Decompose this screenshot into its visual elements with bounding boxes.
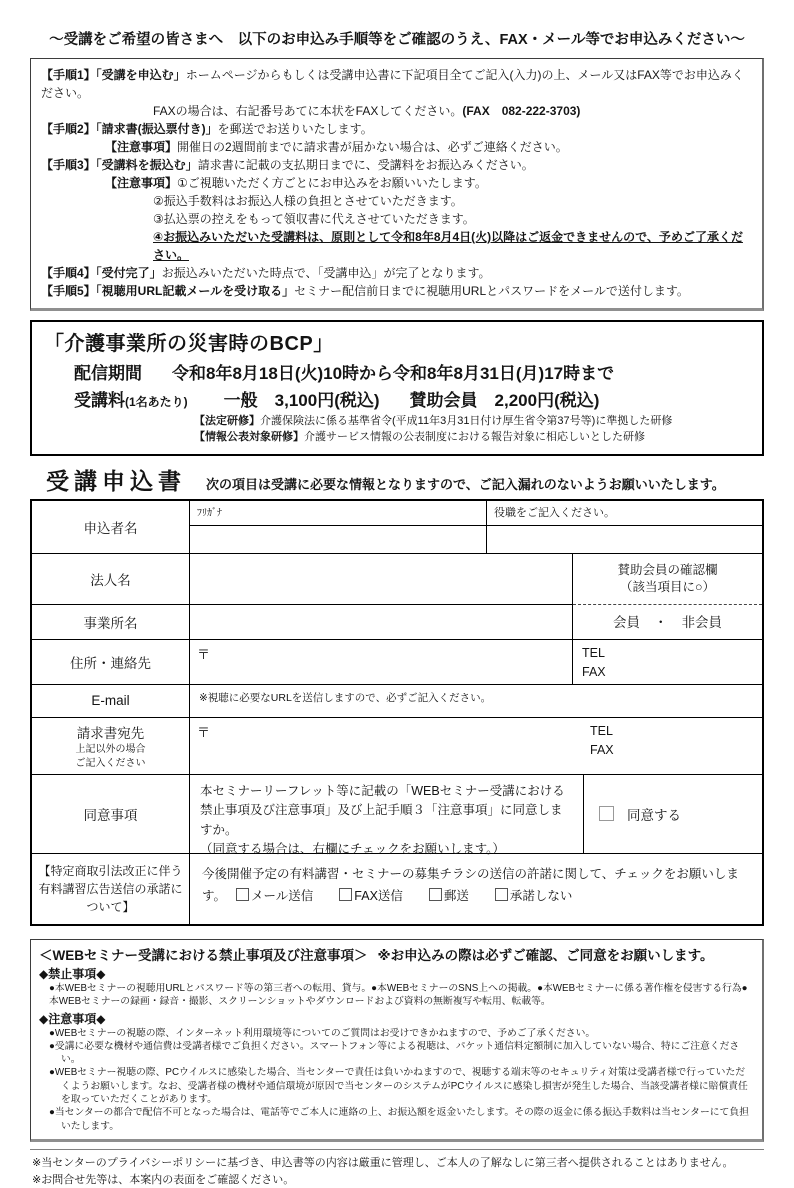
ad-consent-cell bbox=[190, 854, 762, 924]
office-label: 事業所名 bbox=[32, 605, 190, 639]
step-2-line bbox=[41, 120, 754, 138]
fax-number: (FAX 082-222-3703) bbox=[462, 104, 580, 118]
fee-label: 受講料 bbox=[74, 391, 125, 410]
step-1-label: 【手順1】「受講を申込む」 bbox=[41, 68, 186, 82]
ad-option-decline: 承諾しない bbox=[495, 889, 573, 903]
fee-supporting-member: 賛助会員 2,200円(税込) bbox=[410, 391, 600, 410]
address-row bbox=[32, 639, 762, 684]
caution-item-2: ●受講に必要な機材や通信費は受講者様でご負担ください。スマートフォン等による視聴は、パケット通信料定額制に加入していない場合、特にご注意ください。 bbox=[39, 1040, 754, 1067]
step-5-line bbox=[41, 282, 754, 300]
form-header bbox=[30, 463, 764, 496]
fee-general: 一般 3,100円(税込) bbox=[224, 391, 380, 410]
address-telfax-cell[interactable] bbox=[572, 640, 762, 684]
seminar-notes bbox=[44, 414, 752, 446]
prohibited-title: ◆禁止事項◆ bbox=[39, 965, 754, 982]
mail-checkbox[interactable] bbox=[236, 888, 249, 901]
member-check-cell bbox=[572, 554, 762, 639]
member-option[interactable]: 会員 bbox=[613, 611, 640, 631]
billing-address-input[interactable] bbox=[190, 718, 762, 774]
caution-label: 【注意事項】 bbox=[105, 176, 177, 190]
info-disclosure-label: 【情報公表対象研修】 bbox=[194, 431, 304, 443]
step-2-label: 【手順2】「請求書(振込票付き)」 bbox=[41, 122, 218, 136]
ad-consent-row bbox=[32, 853, 762, 924]
email-row bbox=[32, 684, 762, 717]
schedule-value: 令和8年8月18日(火)10時から令和8年8月31日(月)17時まで bbox=[172, 364, 614, 383]
refund-deadline-warning: ④お振込みいただいた受講料は、原則として令和8年8月4日(火)以降はご返金できませんので、予めご了承ください。 bbox=[153, 230, 743, 262]
step-4-label: 【手順4】「受付完了」 bbox=[41, 266, 162, 280]
notice-heading-note: ※お申込みの際は必ずご確認、ご同意をお願いします。 bbox=[378, 948, 714, 963]
step-3-label: 【手順3】「受講料を振込む」 bbox=[41, 158, 198, 172]
member-check-title: 賛助会員の確認欄 bbox=[617, 562, 717, 579]
job-title-cell bbox=[486, 501, 762, 553]
agreement-checkbox-cell bbox=[583, 775, 762, 853]
tel-label: TEL bbox=[590, 722, 762, 741]
seminar-title: 「介護事業所の災害時のBCP」 bbox=[44, 327, 752, 356]
billing-label: 請求書宛先 bbox=[77, 722, 145, 742]
agreement-row bbox=[32, 774, 762, 853]
step-1-text: ホームページからもしくは受講申込書に下記項目全てご記入(入力)の上、メール又はFAX等でお申込みください。 bbox=[41, 68, 744, 100]
step-1-line bbox=[41, 66, 754, 102]
step-4-text: お振込みいただいた時点で、「受講申込」が完了となります。 bbox=[162, 266, 491, 280]
footer-notes bbox=[30, 1149, 764, 1188]
billing-sublabel-2: ご記入ください bbox=[76, 757, 146, 770]
corporation-label: 法人名 bbox=[32, 554, 190, 604]
ad-option-post: 郵送 bbox=[429, 889, 469, 903]
fax-instruction: FAXの場合は、右記番号あてに本状をFAXしてください。 bbox=[153, 104, 462, 118]
postal-mark: 〒 bbox=[197, 647, 210, 662]
applicant-name-cell bbox=[190, 501, 486, 553]
page-title: ～受講をご希望の皆さまへ 以下のお申込み手順等をご確認のうえ、FAX・メール等でお申込みください～ bbox=[30, 28, 764, 49]
decline-checkbox[interactable] bbox=[495, 888, 508, 901]
info-disclosure-note: 【情報公表対象研修】介護サービス情報の公表制度における報告対象に相応しいとした研修 bbox=[194, 430, 752, 446]
caution-item-1: ●WEBセミナーの視聴の際、インターネット利用環境等についてのご質問はお受けできかねますので、予めご了承ください。 bbox=[39, 1027, 754, 1040]
step-2-text: を郵送でお送りいたします。 bbox=[218, 122, 373, 136]
agreement-note: （同意する場合は、右欄にチェックをお願いします。） bbox=[200, 840, 573, 859]
caution-item-4: ●当センターの都合で配信不可となった場合は、電話等でご本人に連絡の上、お振込額を返金いたします。その際の返金に係る振込手数料は当センターにて負担いたします。 bbox=[39, 1106, 754, 1133]
step-2-caution-line bbox=[41, 138, 754, 156]
caution-title: ◆注意事項◆ bbox=[39, 1010, 754, 1027]
address-input[interactable] bbox=[190, 640, 572, 684]
fax-checkbox[interactable] bbox=[339, 888, 352, 901]
fee-line bbox=[44, 386, 752, 411]
agreement-question-cell bbox=[190, 775, 583, 853]
applicant-name-row bbox=[32, 501, 762, 553]
billing-sublabel-1: 上記以外の場合 bbox=[76, 743, 146, 756]
member-check-subtitle: （該当項目に○） bbox=[620, 579, 715, 596]
step-3-caution-1 bbox=[41, 174, 754, 192]
legal-training-note: 【法定研修】介護保険法に係る基準省令(平成11年3月31日付け厚生省令第37号等)に準拠した研修 bbox=[194, 414, 752, 430]
email-input[interactable] bbox=[190, 685, 762, 717]
prohibitions-notice-box bbox=[30, 939, 764, 1142]
ad-option-mail: メール送信 bbox=[236, 889, 313, 903]
step-4-line bbox=[41, 264, 754, 282]
step-3-caution-3 bbox=[41, 210, 754, 228]
corporation-name-input[interactable] bbox=[190, 554, 572, 604]
job-title-input[interactable] bbox=[487, 526, 762, 553]
agreement-label: 同意事項 bbox=[32, 775, 190, 853]
ad-option-fax: FAX送信 bbox=[339, 889, 403, 903]
address-label: 住所・連絡先 bbox=[32, 640, 190, 684]
notice-heading-line bbox=[39, 944, 754, 964]
email-label: E-mail bbox=[32, 685, 190, 717]
office-row bbox=[32, 604, 572, 639]
applicant-name-input[interactable] bbox=[190, 526, 486, 553]
caution-item-3: ●WEBセミナー視聴の際、PCウイルスに感染した場合、当センターで責任は負いかねますので、視聴する端末等のセキュリティ対策は受講者様で行っていただくようお願いします。なお、受講者様の機材や通信環境が原因で当センターのシステムがPCウイルスに感染し損害が発生した場合、当該受講者様に賠償責任を取っていただくことがあります。 bbox=[39, 1066, 754, 1106]
step-3-caution-2 bbox=[41, 192, 754, 210]
member-check-header bbox=[573, 554, 762, 604]
step-3-caution-4 bbox=[41, 228, 754, 264]
caution-text: ③払込票の控えをもって領収書に代えさせていただきます。 bbox=[153, 212, 475, 226]
billing-label-cell bbox=[32, 718, 190, 774]
fax-label: FAX bbox=[590, 741, 762, 760]
corporation-office-left bbox=[32, 554, 572, 639]
caution-text: ②振込手数料はお振込人様の負担とさせていただきます。 bbox=[153, 194, 463, 208]
nonmember-option[interactable]: 非会員 bbox=[682, 611, 723, 631]
prohibited-text: ●本WEBセミナーの視聴用URLとパスワード等の第三者への転用、貸与。●本WEBセミナーのSNS上への掲載。●本WEBセミナーに係る著作権を侵害する行為●本WEBセミナーの録画・録音・撮影、スクリーンショットやダウンロードおよび資料の無断複写や転用、転載等。 bbox=[39, 982, 754, 1009]
step-1-fax-line bbox=[41, 102, 754, 120]
tel-label: TEL bbox=[582, 644, 753, 663]
step-5-text: セミナー配信前日までに視聴用URLとパスワードをメールで送付します。 bbox=[294, 284, 689, 298]
schedule-label: 配信期間 bbox=[74, 364, 142, 383]
privacy-note: ※当センターのプライバシーポリシーに基づき、申込書等の内容は厳重に管理し、ご本人の了解なしに第三者へ提供されることはありません。 bbox=[32, 1155, 764, 1172]
caution-text: 開催日の2週間前までに請求書が届かない場合は、必ずご連絡ください。 bbox=[177, 140, 568, 154]
billing-address-row bbox=[32, 717, 762, 774]
postal-mark: 〒 bbox=[197, 722, 210, 770]
member-choice bbox=[573, 604, 762, 638]
job-title-label: 役職をご記入ください。 bbox=[487, 501, 762, 526]
notice-heading: ＜WEBセミナー受講における禁止事項及び注意事項＞ bbox=[39, 948, 368, 963]
applicant-name-label: 申込者名 bbox=[32, 501, 190, 553]
caution-text: ①ご視聴いただく方ごとにお申込みをお願いいたします。 bbox=[177, 176, 487, 190]
fee-unit: (1名あたり) bbox=[125, 395, 188, 409]
fax-label: FAX bbox=[582, 663, 753, 682]
procedure-steps-box bbox=[30, 58, 764, 311]
form-intro: 次の項目は受講に必要な情報となりますので、ご記入漏れのないようお願いいたします。 bbox=[206, 474, 725, 496]
office-name-input[interactable] bbox=[190, 605, 572, 639]
form-heading: 受講申込書 bbox=[46, 463, 186, 496]
choice-separator: ・ bbox=[654, 611, 668, 631]
step-3-line bbox=[41, 156, 754, 174]
contact-note: ※お問合せ先等は、本案内の表面をご確認ください。 bbox=[32, 1172, 764, 1188]
agree-checkbox[interactable] bbox=[599, 806, 614, 821]
caution-label: 【注意事項】 bbox=[105, 140, 177, 154]
seminar-info-box bbox=[30, 320, 764, 456]
legal-training-label: 【法定研修】 bbox=[194, 415, 260, 427]
corporation-office-rows bbox=[32, 553, 762, 639]
ad-consent-label: 【特定商取引法改正に伴う有料講習広告送信の承諾について】 bbox=[32, 854, 190, 924]
application-form-table bbox=[30, 499, 764, 926]
ad-consent-text: 今後開催予定の有料講習・セミナーの募集チラシの送信の許諾に関して、チェックをお願いします。 bbox=[202, 867, 739, 903]
corporation-row bbox=[32, 554, 572, 604]
schedule-line bbox=[44, 359, 752, 384]
post-checkbox[interactable] bbox=[429, 888, 442, 901]
step-3-text: 請求書に記載の支払期日までに、受講料をお振込みください。 bbox=[198, 158, 534, 172]
agree-checkbox-label: 同意する bbox=[627, 804, 681, 824]
billing-telfax[interactable] bbox=[590, 722, 762, 770]
email-note: ※視聴に必要なURLを送信しますので、必ずご記入ください。 bbox=[199, 692, 491, 704]
agreement-question: 本セミナーリーフレット等に記載の「WEBセミナー受講における禁止事項及び注意事項」及び上記手順３「注意事項」に同意しますか。 bbox=[200, 782, 573, 840]
step-5-label: 【手順5】「視聴用URL記載メールを受け取る」 bbox=[41, 284, 294, 298]
furigana-label: ﾌﾘｶﾞﾅ bbox=[190, 501, 486, 526]
